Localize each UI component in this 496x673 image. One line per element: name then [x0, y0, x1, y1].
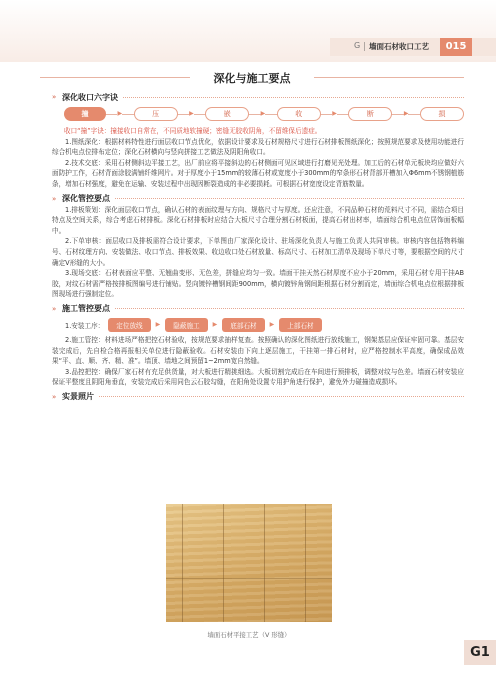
section-head-deepening-six-words — [52, 91, 464, 103]
paragraph: 2.下单审核：面层收口及排板需符合设计要求，下单图由厂家深化设计、驻场深化负责人与施工负责人共同审核。审核内容包括物料编号、石材纹理方向、安装做法、收口节点、排板效果、收边收口处石材放量、标高尺寸、石材加工清单及现场下单尺寸等，要根据空间的尺寸确定V形缝的大小。 — [52, 237, 464, 267]
content — [52, 88, 464, 403]
section-title: 深化管控要点 — [62, 194, 110, 204]
step-shou: 收 — [277, 107, 321, 121]
arrow-right-icon: ▶ — [155, 321, 161, 329]
page-number: 015 — [440, 38, 472, 56]
paragraph: 3.现场交底：石材表面应平整、无翘曲变形、无色差，拼缝应均匀一致。墙面干挂天然石材厚度不应小于20mm，采用石材专用干挂AB胶，对纹石材需严格按排板图编号进行铺贴。竖向镀锌槽钢间距900mm，横向镀锌角钢间距根据石材分割而定，墙面综合机电点位根据排板图现场进行强制定位。 — [52, 269, 464, 299]
section-title: 深化收口六字诀 — [62, 92, 118, 102]
step-arrow-icon: ▶ — [117, 107, 122, 121]
section-head-construction-control — [52, 303, 464, 315]
v-joint-horizontal — [166, 578, 332, 579]
double-chevron-icon: » — [52, 304, 57, 313]
step-sun: 损 — [420, 107, 464, 121]
section-head-photos — [52, 391, 464, 403]
stone-grain — [166, 504, 332, 622]
page-header — [0, 0, 496, 62]
flow-step-top-stone: 上部石材 — [279, 318, 321, 332]
v-joint-vertical — [223, 504, 224, 622]
install-process — [65, 318, 464, 332]
step-arrow-icon: ▶ — [261, 107, 266, 121]
paragraph: 3.品控把控：确保厂家石材有充足供货量，对大板进行精挑细选。大板切割完成后在车间进行预排板，调整对纹与色差。墙面石材安装应保证平整度且阴阳角垂直，安装完成后采用同色云石胶勾缝，在阳角处设置专用护角进行保护，避免外力碰撞造成损坏。 — [52, 367, 464, 387]
dotted-divider — [123, 97, 464, 98]
v-joint-vertical — [182, 504, 183, 622]
six-words-steps — [64, 107, 464, 123]
step-qian: 嵌 — [205, 107, 249, 121]
chapter-divider — [364, 42, 365, 51]
dotted-divider — [115, 308, 464, 309]
paragraph: 1.图纸深化：根据材料特性进行面层收口节点优化，依据设计要求及石材规格尺寸进行石材排板图纸深化；按照规范要求及使用功能进行综合机电点位排布定位；深化石材横向与竖向拼接工艺做法及阴阳角收口。 — [52, 137, 464, 157]
section-title: 施工管控要点 — [62, 304, 110, 314]
chapter-title: 墙面石材收口工艺 — [369, 42, 429, 51]
section-head-deepening-control — [52, 193, 464, 205]
side-tab: G1 — [464, 640, 496, 665]
flow-step-bottom-stone: 底部石材 — [222, 318, 264, 332]
six-words-note: 收口“撞”字诀：撞接收口自常在，不同质地软撞硬；密缝无胶收阴角，不留维保后遗症。 — [64, 127, 322, 135]
page-title-bar — [40, 70, 464, 84]
photo-caption: 墙面石材平接工艺（V 形缝） — [207, 631, 291, 639]
step-arrow-icon: ▶ — [404, 107, 409, 121]
step-arrow-icon: ▶ — [332, 107, 337, 121]
double-chevron-icon: » — [52, 392, 57, 401]
dotted-divider — [99, 396, 464, 397]
title-line-left — [40, 77, 190, 78]
process-label: 1.安装工序： — [65, 321, 105, 330]
paragraph: 2.技术交底：采用石材侧斜边平接工艺，出厂前应将平接斜边的石材侧面可见区域进行打磨见光处理。加工后的石材单元板块均应做好六面防护工作，石材背面涂胶满铺纤维网片。对于厚度小于15mm的较薄石材或宽度小于300mm的窄条形石材背部开槽加入Φ6mm不锈钢植筋条，增加石材强度，避免在运输、安装过程中出现因断裂造成的非必要损耗。可根据石材宽度设定背筋数量。 — [52, 158, 464, 188]
stone-wall-photo — [166, 504, 332, 622]
paragraph: 2.施工管控：材料进场严格把控石材验收，按规范要求抽样复查。按照确认的深化图纸进行放线施工，钢架基层应保证牢固可靠。基层安装完成后，先自检合格再报相关单位进行隐蔽验收。石材安装由下向上逐层施工，干挂第一排石材时，应严格控制水平高度，确保成品效果“平、直、顺、齐、精、准”。墙顶、墙地之间预留1~2mm宽自然缝。 — [52, 335, 464, 366]
step-duan: 断 — [348, 107, 392, 121]
double-chevron-icon: » — [52, 93, 57, 101]
arrow-right-icon: ▶ — [269, 321, 275, 329]
dotted-divider — [115, 198, 464, 199]
title-line-right — [314, 77, 464, 78]
arrow-right-icon: ▶ — [212, 321, 218, 329]
v-joint-vertical — [264, 504, 265, 622]
v-joint-vertical — [305, 504, 306, 622]
flow-step-concealed: 隐蔽施工 — [165, 318, 207, 332]
chapter-letter: G — [354, 41, 361, 50]
step-ya: 压 — [134, 107, 178, 121]
step-zhuang: 撞 — [64, 107, 106, 121]
section-title: 实景照片 — [62, 392, 94, 402]
flow-step-positioning: 定位放线 — [108, 318, 150, 332]
double-chevron-icon: » — [52, 194, 57, 203]
step-arrow-icon: ▶ — [189, 107, 194, 121]
paragraph: 1.排板策划：深化面层收口节点，确认石材的表面纹理与方向、规格尺寸与厚度。还应注意，不同品种石材的荒料尺寸不同，需结合项目特点及空间关系，综合考虑石材排板。深化石材排板时应结合大板尺寸合理分割石材板面，提高石材出材率，墙面综合机电点位居饰面板幅中。 — [52, 205, 464, 235]
page-title: 深化与施工要点 — [213, 72, 291, 85]
